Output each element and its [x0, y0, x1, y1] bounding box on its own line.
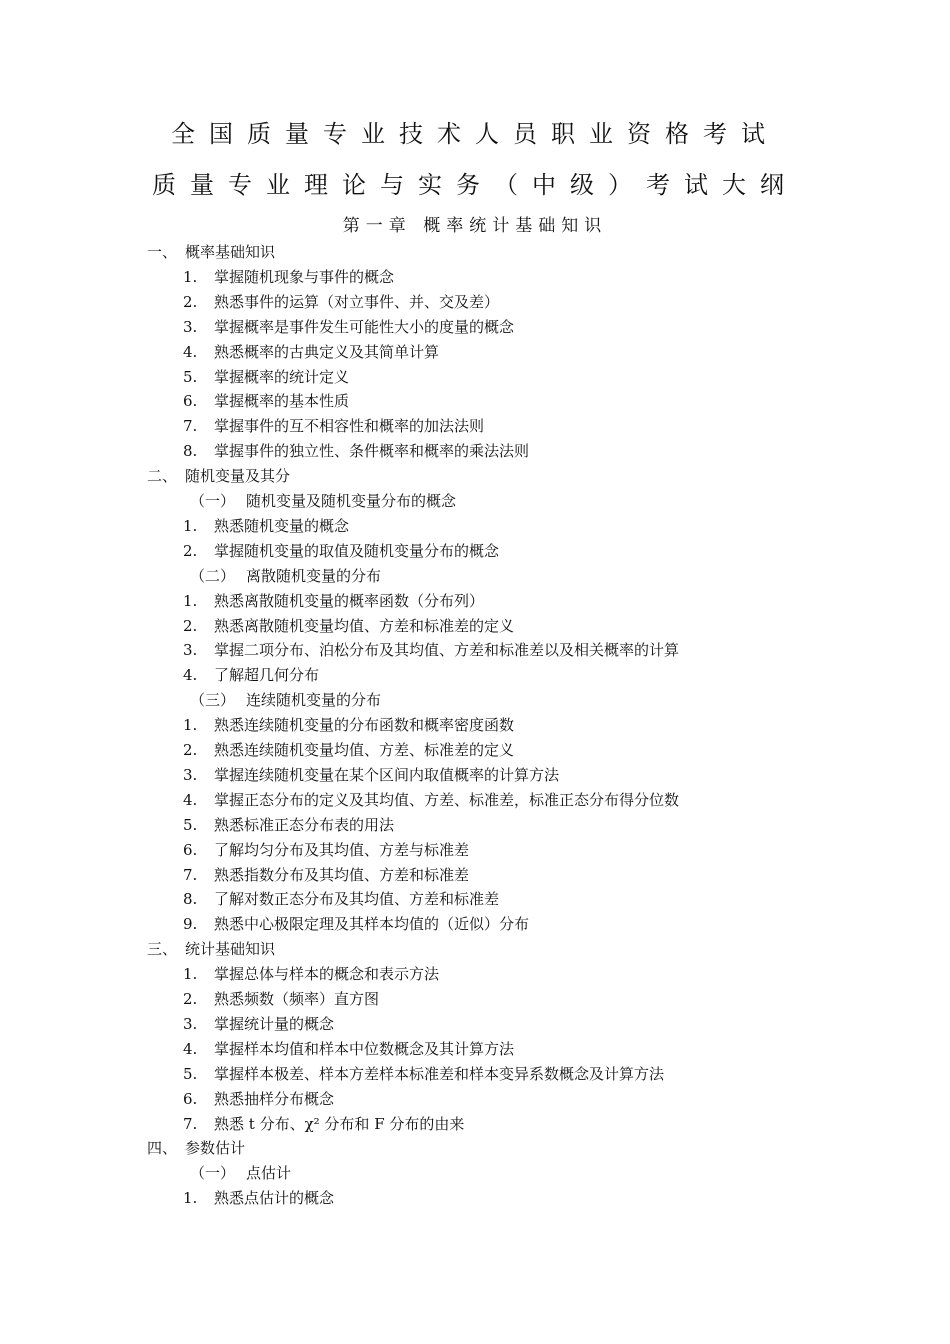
list-text: 熟悉中心极限定理及其样本均值的（近似）分布 — [214, 915, 530, 934]
list-marker: 6. — [183, 1089, 198, 1108]
list-item — [183, 738, 514, 762]
list-text: 掌握概率的统计定义 — [214, 367, 350, 386]
list-marker: 2. — [183, 292, 198, 311]
list-text: 熟悉频数（频率）直方图 — [214, 990, 380, 1008]
list-marker: 1. — [183, 965, 198, 984]
list-item — [183, 887, 499, 911]
list-text: 掌握正态分布的定义及其均值、方差、标准差，标准正态分布得分位数 — [214, 790, 680, 809]
list-marker: 7. — [183, 417, 198, 436]
subsection-heading — [190, 564, 381, 588]
list-text: 熟悉事件的运算（对立事件、并、交及差） — [214, 292, 500, 311]
list-marker: 3. — [183, 317, 198, 336]
list-text: 掌握随机现象与事件的概念 — [214, 267, 395, 286]
list-item — [183, 638, 679, 662]
list-text: 熟悉标准正态分布表的用法 — [214, 815, 395, 834]
list-marker: 二、 — [147, 467, 178, 486]
list-marker: 2. — [183, 541, 198, 560]
list-item — [183, 514, 349, 538]
section-heading — [147, 240, 275, 264]
list-marker: 1. — [183, 591, 198, 610]
list-item — [183, 713, 514, 737]
list-marker: 4. — [183, 1039, 198, 1058]
list-text: 离散随机变量的分布 — [246, 566, 382, 585]
list-marker: 3. — [183, 641, 198, 660]
list-marker: 4. — [183, 342, 198, 361]
list-marker: 1. — [183, 716, 198, 735]
list-item — [183, 912, 529, 936]
list-marker: 9. — [183, 915, 198, 934]
list-item — [183, 962, 439, 986]
subsection-heading — [190, 688, 381, 712]
list-text: 熟悉离散随机变量均值、方差和标准差的定义 — [214, 616, 515, 635]
list-item — [183, 414, 484, 438]
list-marker: 8. — [183, 890, 198, 909]
list-text: 了解均匀分布及其均值、方差与标准差 — [214, 840, 470, 859]
list-item — [183, 813, 394, 837]
list-marker: 1. — [183, 267, 198, 286]
list-text: 掌握总体与样本的概念和表示方法 — [214, 965, 440, 984]
list-item — [183, 315, 514, 339]
list-text: 熟悉抽样分布概念 — [214, 1089, 335, 1108]
list-text: 掌握事件的互不相容性和概率的加法法则 — [214, 417, 485, 436]
list-item — [183, 863, 469, 887]
list-marker: 4. — [183, 790, 198, 809]
list-text: 掌握事件的独立性、条件概率和概率的乘法法则 — [214, 442, 530, 461]
list-marker: 8. — [183, 442, 198, 461]
list-marker: 2. — [183, 990, 198, 1008]
list-text: 熟悉点估计的概念 — [214, 1189, 335, 1208]
list-marker: 1. — [183, 1189, 198, 1208]
list-marker: 一、 — [147, 243, 178, 261]
list-text: 随机变量及随机变量分布的概念 — [246, 492, 457, 510]
list-marker: 三、 — [147, 940, 178, 959]
list-marker: 2. — [183, 741, 198, 759]
list-text: 熟悉离散随机变量的概率函数（分布列） — [214, 591, 485, 610]
list-text: 掌握概率的基本性质 — [214, 392, 350, 411]
list-text: 掌握统计量的概念 — [214, 1014, 335, 1033]
list-marker: 5. — [183, 1064, 198, 1083]
list-marker: （三） — [190, 691, 236, 710]
list-text: 熟悉概率的古典定义及其简单计算 — [214, 342, 440, 361]
list-marker: 2. — [183, 616, 198, 635]
list-item — [183, 663, 319, 687]
list-text: 点估计 — [246, 1164, 292, 1183]
list-item — [183, 1037, 514, 1061]
list-item — [183, 1186, 334, 1210]
list-text: 了解超几何分布 — [214, 666, 320, 685]
list-text: 熟悉 t 分布、χ² 分布和 F 分布的由来 — [214, 1114, 465, 1133]
list-item — [183, 589, 484, 613]
list-item — [183, 1062, 664, 1086]
list-marker: 5. — [183, 367, 198, 386]
list-text: 参数估计 — [185, 1139, 246, 1158]
list-item — [183, 439, 529, 463]
section-heading — [147, 937, 275, 961]
list-item — [183, 365, 349, 389]
list-item — [183, 987, 379, 1011]
list-item — [183, 763, 559, 787]
document-title-line1: 全国质量专业技术人员职业资格考试 — [171, 120, 779, 148]
subsection-heading — [190, 1161, 291, 1185]
list-item — [183, 340, 439, 364]
chapter-heading: 第一章 概率统计基础知识 — [342, 216, 608, 236]
list-marker: （二） — [190, 566, 236, 585]
list-item — [183, 614, 514, 638]
list-text: 统计基础知识 — [185, 940, 276, 959]
list-text: 概率基础知识 — [185, 243, 276, 261]
section-heading — [147, 1136, 245, 1160]
list-item — [183, 838, 469, 862]
list-marker: 6. — [183, 392, 198, 411]
list-marker: 4. — [183, 666, 198, 685]
list-marker: 3. — [183, 1014, 198, 1033]
list-text: 掌握概率是事件发生可能性大小的度量的概念 — [214, 317, 515, 336]
list-marker: 四、 — [147, 1139, 178, 1158]
list-marker: （一） — [190, 492, 236, 510]
list-marker: 7. — [183, 865, 198, 884]
list-text: 熟悉连续随机变量均值、方差、标准差的定义 — [214, 741, 515, 759]
list-item — [183, 290, 499, 314]
list-text: 连续随机变量的分布 — [246, 691, 382, 710]
list-marker: 5. — [183, 815, 198, 834]
document-title-line2: 质量专业理论与实务（中级）考试大纲 — [152, 171, 798, 199]
list-marker: 7. — [183, 1114, 198, 1133]
list-item — [183, 1112, 464, 1136]
section-heading — [147, 464, 290, 488]
list-text: 熟悉连续随机变量的分布函数和概率密度函数 — [214, 716, 515, 735]
list-item — [183, 1087, 334, 1111]
list-marker: 3. — [183, 765, 198, 784]
list-marker: 1. — [183, 516, 198, 535]
list-marker: 6. — [183, 840, 198, 859]
list-item — [183, 788, 679, 812]
list-item — [183, 389, 349, 413]
list-text: 随机变量及其分 — [185, 467, 291, 486]
list-marker: （一） — [190, 1164, 236, 1183]
subsection-heading — [190, 489, 456, 513]
list-item — [183, 539, 499, 563]
list-text: 了解对数正态分布及其均值、方差和标准差 — [214, 890, 500, 909]
list-text: 掌握样本极差、样本方差样本标准差和样本变异系数概念及计算方法 — [214, 1064, 665, 1083]
list-text: 掌握连续随机变量在某个区间内取值概率的计算方法 — [214, 765, 560, 784]
list-item — [183, 1012, 334, 1036]
list-text: 掌握随机变量的取值及随机变量分布的概念 — [214, 541, 500, 560]
list-text: 掌握二项分布、泊松分布及其均值、方差和标准差以及相关概率的计算 — [214, 641, 680, 660]
list-text: 掌握样本均值和样本中位数概念及其计算方法 — [214, 1039, 515, 1058]
list-item — [183, 265, 394, 289]
list-text: 熟悉随机变量的概念 — [214, 516, 350, 535]
list-text: 熟悉指数分布及其均值、方差和标准差 — [214, 865, 470, 884]
